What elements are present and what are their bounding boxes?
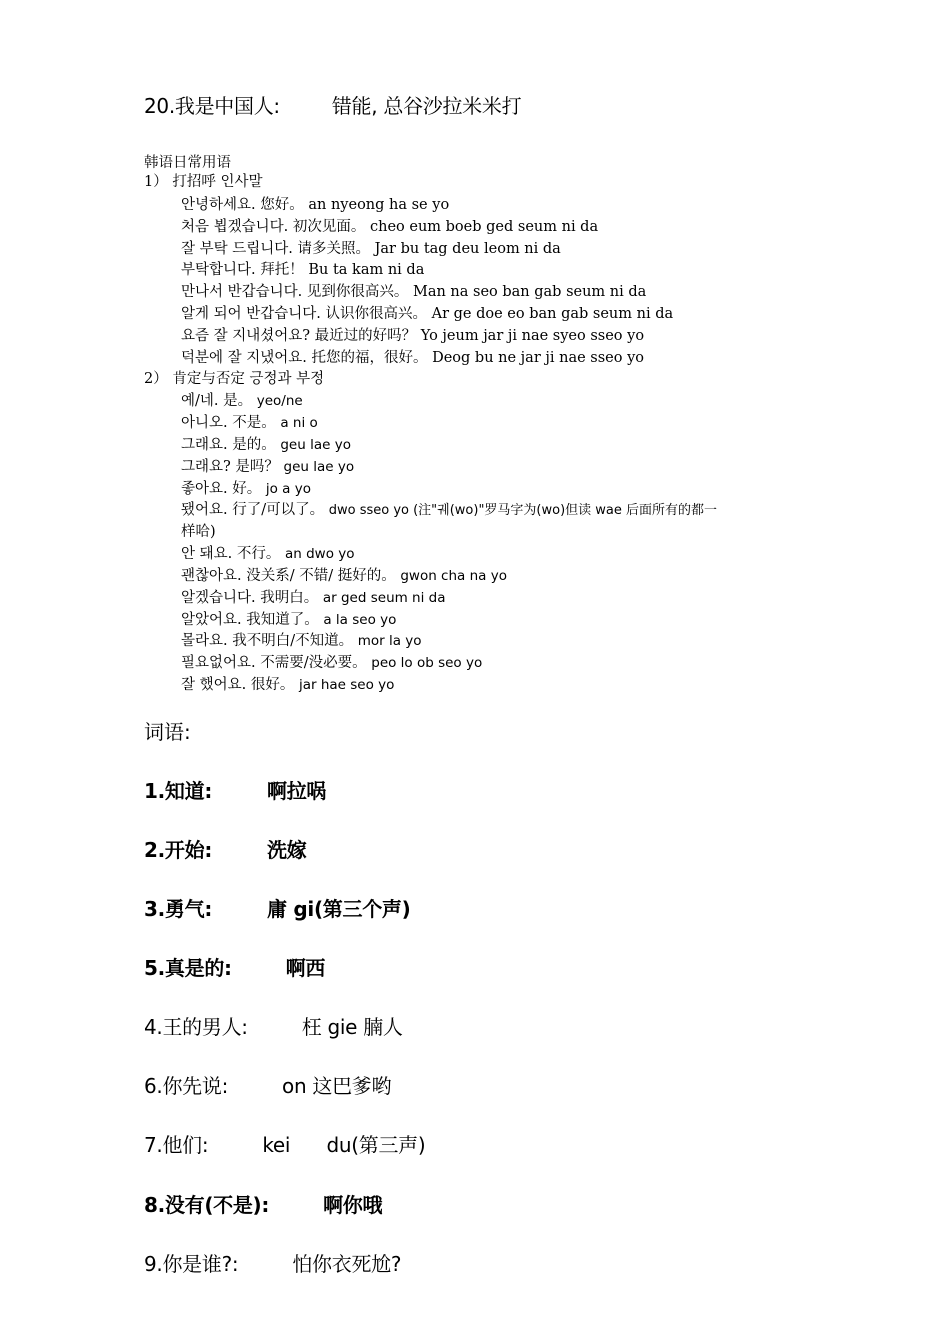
phrase-line: 요즘 잘 지내셨어요? 最近过的好吗？ Yo jeum jar ji nae syeo sseo yo [181,328,645,344]
section-title: 韩语日常用语 [144,155,231,171]
word-entry [144,1011,403,1040]
group2-heading: 2） 肯定与否定 긍정과 부정 [144,371,325,387]
phrase-korean: 알았어요. 我知道了。 [181,612,319,628]
phrase-romanization: jo a yo [265,481,311,497]
phrase-korean: 예/네. 是。 [181,393,253,409]
phrase-romanization: a ni o [280,415,318,431]
phrase-korean: 그래요. 是的。 [181,437,276,453]
word-term: 3.勇气: [144,897,213,921]
word-term: 9.你是谁?: [144,1252,239,1276]
word-entry [144,775,326,804]
phrase-line [181,413,318,433]
word-reading: kei du(第三声) [262,1133,426,1157]
word-reading: 庸 gi(第三个声) [267,897,411,921]
word-entry [144,893,410,922]
phrase-romanization: peo lo ob seo yo [371,655,483,671]
phrase-korean: 됐어요. 行了/可以了。 [181,502,325,518]
phrase-korean: 몰라요. 我不明白/不知道。 [181,633,354,649]
word-reading: 啊西 [285,956,326,980]
phrase-korean: 알겠습니다. 我明白。 [181,590,319,606]
phrase-korean: 좋아요. 好。 [181,481,262,497]
phrase-line: 알게 되어 반갑습니다. 认识你很高兴。 Ar ge doe eo ban gab seum ni da [181,306,674,322]
word-entry [144,1189,382,1218]
phrase-romanization: gwon cha na yo [400,568,507,584]
word-term: 2.开始: [144,838,213,862]
word-reading: 洗嫁 [267,838,307,862]
phrase-korean: 잘 했어요. 很好。 [181,677,295,693]
word-entry [144,1129,425,1158]
phrase-romanization: a la seo yo [323,612,397,628]
word-term: 1.知道: [144,779,213,803]
phrase-line [181,391,303,411]
word-term: 8.没有(不是): [144,1193,270,1217]
phrase-line [181,631,422,651]
phrase-line: 안녕하세요. 您好。 an nyeong ha se yo [181,197,450,213]
word-reading: 啊你哦 [323,1193,383,1217]
word-term: 6.你先说: [144,1074,229,1098]
phrase-romanization: geu lae yo [283,459,355,475]
phrase-romanization: dwo sseo yo (注"궤(wo)"罗马字为(wo)但读 wae 后面所有的都一 [328,503,718,518]
phrase-romanization: jar hae seo yo [298,677,395,693]
phrase-line [181,544,355,564]
phrase-line [181,435,351,455]
word-reading: 啊拉㖞 [267,779,327,803]
word-entry [144,1070,391,1099]
phrase-korean: 안 돼요. 不行。 [181,546,281,562]
phrase-line [181,610,396,630]
phrase-romanization: ar ged seum ni da [322,590,446,606]
page-title [144,90,521,119]
phrase-line-continued [181,522,216,542]
phrase-line: 잘 부탁 드립니다. 请多关照。 Jar bu tag deu leom ni da [181,241,561,257]
word-entry [144,834,306,863]
phrase-line [181,500,717,521]
phrase-romanization: mor la yo [357,633,422,649]
word-reading: 怕你衣死尬? [292,1252,402,1276]
title-reading: 错能, 总谷沙拉米米打 [331,94,522,118]
phrase-line: 부탁합니다. 拜托！ Bu ta kam ni da [181,262,425,278]
word-entry [144,1248,401,1277]
phrase-korean: 필요없어요. 不需要/没必要。 [181,655,367,671]
phrase-romanization: yeo/ne [256,393,303,409]
phrase-line [181,566,507,586]
word-entry [144,952,325,981]
word-reading: on 这巴爹哟 [282,1074,392,1098]
word-term: 5.真是的: [144,956,232,980]
phrase-line: 만나서 반갑습니다. 见到你很高兴。 Man na seo ban gab seum ni da [181,284,647,300]
phrase-korean: 그래요? 是吗？ [181,459,279,475]
phrase-line: 처음 뵙겠습니다. 初次见面。 cheo eum boeb ged seum ni da [181,219,599,235]
phrase-romanization: an dwo yo [284,546,355,562]
group1-heading: 1） 打招呼 인사말 [144,174,263,190]
word-reading: 枉 gie 腩人 [301,1015,403,1039]
phrase-line [181,479,311,499]
phrase-korean: 괜찮아요. 没关系/ 不错/ 挺好的。 [181,568,396,584]
phrase-line [181,653,482,673]
phrase-romanization: geu lae yo [280,437,351,453]
word-term: 4.王的男人: [144,1015,248,1039]
phrase-line [181,675,394,695]
phrase-line: 덕분에 잘 지냈어요. 托您的福，很好。 Deog bu ne jar ji nae sseo yo [181,350,645,366]
title-phrase: 20.我是中国人: [144,94,280,118]
word-term: 7.他们: [144,1133,209,1157]
phrase-korean: 样哈) [181,524,216,540]
phrase-line [181,588,446,608]
phrase-korean: 아니오. 不是。 [181,415,276,431]
phrase-line [181,457,354,477]
words-heading: 词语: [144,720,191,744]
